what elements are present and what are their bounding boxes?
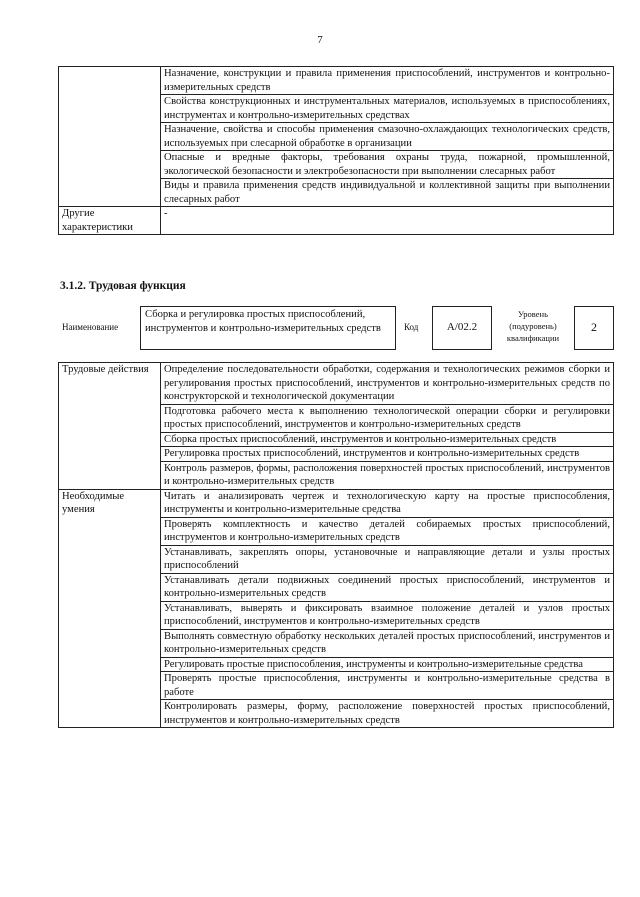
skill-item: Выполнять совместную обработку нескольких деталей простых приспособлений, инструментов и контрольно-измерительных средств — [161, 629, 614, 657]
skills-label: Необходимые умения — [59, 489, 161, 728]
skill-item: Проверять простые приспособления, инструменты и контрольно-измерительные средства в работе — [161, 672, 614, 700]
code-label: Код — [404, 322, 419, 332]
skill-item: Устанавливать детали подвижных соединений простых приспособлений, инструментов и контрольно-измерительных средств — [161, 573, 614, 601]
page-number: 7 — [317, 34, 323, 46]
function-name: Сборка и регулировка простых приспособлений, инструментов и контрольно-измерительных средств — [140, 306, 396, 350]
skill-item: Устанавливать, закреплять опоры, установочные и направляющие детали и узлы простых приспособлений — [161, 545, 614, 573]
section-title: 3.1.2. Трудовая функция — [60, 280, 186, 292]
other-characteristics-value: - — [161, 207, 614, 235]
other-characteristics-label: Другие характеристики — [59, 207, 161, 235]
skill-item: Устанавливать, выверять и фиксировать взаимное положение деталей и узлов простых приспособлений, инструментов и контрольно-измерительных средств — [161, 601, 614, 629]
knowledge-table — [58, 66, 614, 235]
name-label: Наименование — [62, 322, 119, 332]
table-row — [59, 363, 614, 405]
qualification-level: 2 — [574, 306, 614, 350]
knowledge-item: Опасные и вредные факторы, требования охраны труда, пожарной, промышленной, экологической безопасности и электробезопасности при выполнении слесарных работ — [161, 151, 614, 179]
skill-item: Проверять комплектность и качество деталей собираемых простых приспособлений, инструментов и контрольно-измерительных средств — [161, 517, 614, 545]
level-label: Уровень (подуровень) квалификации — [506, 309, 560, 343]
action-item: Контроль размеров, формы, расположения поверхностей простых приспособлений, инструментов и контрольно-измерительных средств — [161, 461, 614, 489]
function-code: А/02.2 — [432, 306, 492, 350]
knowledge-item: Виды и правила применения средств индивидуальной и коллективной защиты при выполнении слесарных работ — [161, 179, 614, 207]
actions-label: Трудовые действия — [59, 363, 161, 490]
knowledge-item: Свойства конструкционных и инструментальных материалов, используемых в приспособлениях, инструментах и контрольно-измерительных средствах — [161, 95, 614, 123]
function-table — [58, 362, 614, 728]
action-item: Регулировка простых приспособлений, инструментов и контрольно-измерительных средств — [161, 447, 614, 462]
knowledge-item: Назначение, свойства и способы применения смазочно-охлаждающих технологических средств, используемых при слесарной обработке в организации — [161, 123, 614, 151]
skill-item: Регулировать простые приспособления, инструменты и контрольно-измерительные средства — [161, 657, 614, 672]
knowledge-item: Назначение, конструкции и правила применения приспособлений, инструментов и контрольно-измерительных средств — [161, 67, 614, 95]
table-row — [59, 489, 614, 517]
action-item: Сборка простых приспособлений, инструментов и контрольно-измерительных средств — [161, 432, 614, 447]
knowledge-label-cell — [59, 67, 161, 207]
action-item: Подготовка рабочего места к выполнению технологической операции сборки и регулировки простых приспособлений, инструментов и контрольно-измерительных средств — [161, 404, 614, 432]
action-item: Определение последовательности обработки, содержания и технологических режимов сборки и регулирования простых приспособлений, инструментов и контрольно-измерительных средств по конструкторской и технологической документации — [161, 363, 614, 405]
skill-item: Контролировать размеры, форму, расположение поверхностей простых приспособлений, инструментов и контрольно-измерительных средств — [161, 700, 614, 728]
table-row — [59, 67, 614, 95]
skill-item: Читать и анализировать чертеж и технологическую карту на простые приспособления, инструменты и контрольно-измерительные средства — [161, 489, 614, 517]
table-row — [59, 207, 614, 235]
